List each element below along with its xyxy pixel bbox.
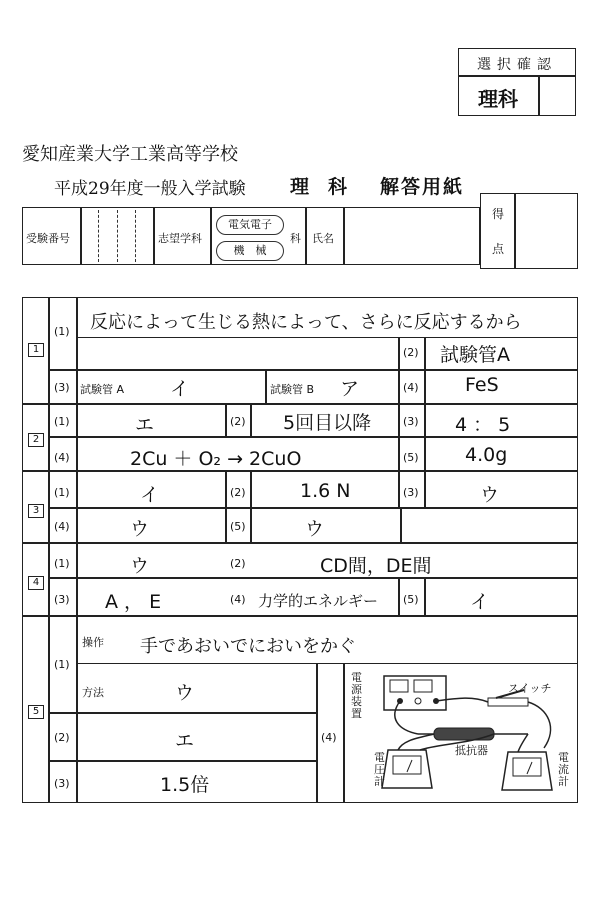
q5-method: ウ <box>175 682 195 704</box>
sheet-title: 解答用紙 <box>380 176 465 198</box>
tube-a-answer: イ <box>170 378 190 400</box>
exam-title: 平成29年度一般入学試験 <box>54 179 246 199</box>
resistor-label: 抵抗器 <box>455 744 488 757</box>
q2-answer-3: 4 ： 5 <box>455 414 511 436</box>
q5-number: 5 <box>28 705 44 719</box>
school-name: 愛知産業大学工業高等学校 <box>22 144 238 165</box>
q3-number: 3 <box>28 504 44 518</box>
q4-answer-1: ウ <box>130 555 150 577</box>
confirm-subject: 理科 <box>478 87 518 111</box>
confirm-label: 選択確認 <box>477 57 557 73</box>
q2-answer-5: 4.0g <box>465 444 508 466</box>
q4-answer-4: 力学的エネルギー <box>258 592 379 610</box>
dept-option-mechanical[interactable]: 機 械 <box>216 241 284 261</box>
method-label: 方法 <box>82 686 104 699</box>
q2-answer-2: 5回目以降 <box>283 412 372 434</box>
power-supply-label: 電源装置 <box>351 671 362 720</box>
score-label-1: 得 <box>492 207 505 221</box>
tube-a-label: 試験管 A <box>80 383 125 396</box>
q3-answer-5: ウ <box>305 518 325 540</box>
subject-title: 理 科 <box>290 176 348 198</box>
exam-no-field[interactable] <box>81 208 153 264</box>
score-label-2: 点 <box>492 242 505 256</box>
q3-answer-4: ウ <box>130 518 150 540</box>
q5-operation: 手であおいでにおいをかぐ <box>140 636 356 657</box>
q4-answer-3: A ， E <box>105 591 162 613</box>
op-label: 操作 <box>82 636 104 649</box>
resistor <box>434 728 494 740</box>
q4-number: 4 <box>28 576 44 590</box>
dept-option-electric[interactable]: 電気電子 <box>216 215 284 235</box>
q4-answer-5: イ <box>470 591 490 613</box>
q2-answer-4: 2Cu ＋ O₂ → 2CuO <box>130 448 302 470</box>
dept-suffix: 科 <box>290 232 301 245</box>
q5-answer-3: 1.5倍 <box>160 774 210 796</box>
tube-b-label: 試験管 B <box>270 383 315 396</box>
name-label: 氏名 <box>312 232 334 245</box>
voltmeter-label: 電圧計 <box>374 751 385 788</box>
name-field[interactable] <box>345 208 478 264</box>
q2-number: 2 <box>28 433 44 447</box>
exam-no-label: 受験番号 <box>26 232 70 245</box>
tube-b-answer: ア <box>340 378 360 400</box>
q4-answer-2: CD間，DE間 <box>320 555 432 577</box>
q2-answer-1: エ <box>135 414 155 436</box>
dept-label: 志望学科 <box>158 232 202 245</box>
q5-answer-2: エ <box>175 730 195 752</box>
ammeter-label: 電流計 <box>558 751 569 788</box>
switch-base <box>488 698 528 706</box>
q1-answer-4: FeS <box>465 374 499 396</box>
q3-answer-3: ウ <box>480 484 500 506</box>
q3-answer-1: イ <box>140 484 160 506</box>
q1-number: 1 <box>28 343 44 357</box>
q3-answer-2: 1.6 N <box>300 480 351 502</box>
q1-answer-2: 試験管A <box>440 344 510 366</box>
q1-answer-1: 反応によって生じる熱によって、さらに反応するから <box>90 312 522 333</box>
switch-label: スイッチ <box>508 682 552 695</box>
